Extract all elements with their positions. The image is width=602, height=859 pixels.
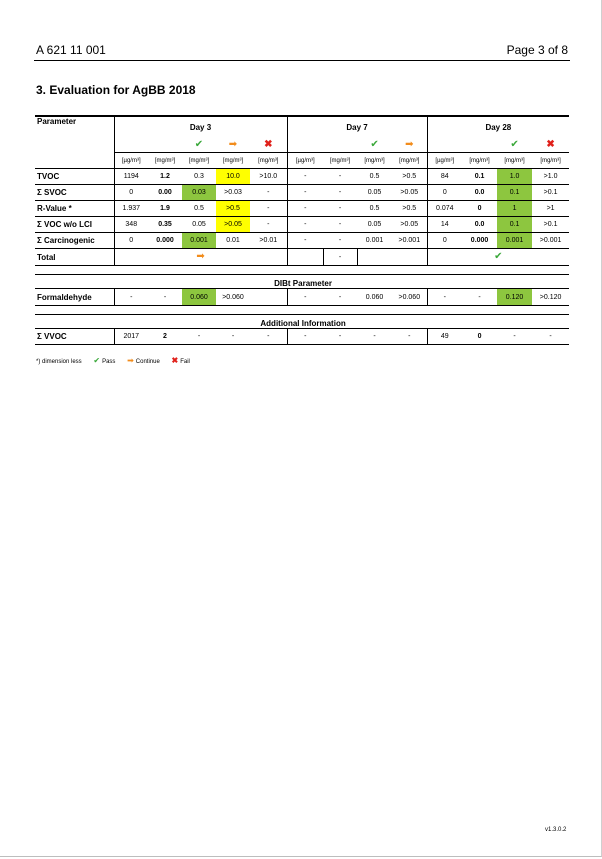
table-cell: 0 bbox=[462, 201, 497, 217]
table-cell: >0.060 bbox=[392, 289, 427, 306]
table-row bbox=[35, 329, 569, 345]
day7-header: Day 7 bbox=[287, 116, 427, 137]
day3-header: Day 3 bbox=[114, 116, 287, 137]
row-label: Σ VOC w/o LCI bbox=[35, 217, 114, 233]
table-cell: 0.5 bbox=[182, 201, 216, 217]
table-cell: - bbox=[250, 185, 287, 201]
table-cell: 0.1 bbox=[497, 217, 532, 233]
table-cell: 1194 bbox=[114, 169, 148, 185]
table-cell: - bbox=[497, 329, 532, 345]
arrow-right-icon: ➡ bbox=[228, 138, 238, 150]
page-header bbox=[36, 43, 568, 59]
table-cell: 84 bbox=[427, 169, 462, 185]
table-cell: - bbox=[287, 329, 323, 345]
table-cell: - bbox=[287, 201, 323, 217]
row-label: Σ Carcinogenic bbox=[35, 233, 114, 249]
row-label: TVOC bbox=[35, 169, 114, 185]
table-cell: 0.5 bbox=[357, 201, 392, 217]
table-cell: >0.01 bbox=[250, 233, 287, 249]
parameter-header: Parameter bbox=[35, 116, 114, 137]
table-cell: 0.05 bbox=[182, 217, 216, 233]
table-cell: 0.060 bbox=[357, 289, 392, 306]
table-cell: >0.120 bbox=[532, 289, 569, 306]
table-cell: - bbox=[323, 201, 357, 217]
table-cell: >0.05 bbox=[392, 217, 427, 233]
cross-icon: ✖ bbox=[264, 138, 273, 150]
table-cell: 0.03 bbox=[182, 185, 216, 201]
table-cell: 0 bbox=[114, 185, 148, 201]
table-cell: 348 bbox=[114, 217, 148, 233]
table-cell: - bbox=[427, 289, 462, 306]
table-cell: 0.35 bbox=[148, 217, 182, 233]
table-row bbox=[35, 169, 569, 185]
table-cell: - bbox=[287, 233, 323, 249]
cross-icon: ✖ bbox=[546, 138, 555, 150]
table-cell: 0.001 bbox=[182, 233, 216, 249]
table-cell: 0.001 bbox=[497, 233, 532, 249]
table-cell: 0.05 bbox=[357, 217, 392, 233]
page-number: Page 3 of 8 bbox=[506, 43, 568, 57]
table-cell: 0.074 bbox=[427, 201, 462, 217]
additional-header: Additional Information bbox=[35, 315, 569, 329]
table-cell: >0.1 bbox=[532, 217, 569, 233]
table-cell: - bbox=[323, 217, 357, 233]
table-cell: 1 bbox=[497, 201, 532, 217]
table-cell: - bbox=[287, 217, 323, 233]
table-cell: >0.03 bbox=[216, 185, 250, 201]
arrow-right-icon: ➡ bbox=[127, 356, 134, 365]
unit-label: [mg/m³] bbox=[357, 153, 392, 169]
table-cell: >10.0 bbox=[250, 169, 287, 185]
table-cell: - bbox=[462, 289, 497, 306]
table-cell: - bbox=[323, 169, 357, 185]
unit-label: [µg/m³] bbox=[114, 153, 148, 169]
table-cell: - bbox=[323, 249, 357, 266]
table-cell: 14 bbox=[427, 217, 462, 233]
table-cell: >0.1 bbox=[532, 185, 569, 201]
table-cell: >0.001 bbox=[532, 233, 569, 249]
table-cell: - bbox=[323, 233, 357, 249]
header-divider bbox=[34, 60, 570, 61]
table-cell: 0.3 bbox=[182, 169, 216, 185]
version-label: v1.3.0.2 bbox=[545, 827, 567, 833]
table-cell: - bbox=[532, 329, 569, 345]
evaluation-table bbox=[35, 115, 569, 345]
table-cell: 0 bbox=[427, 233, 462, 249]
table-cell: - bbox=[148, 289, 182, 306]
table-cell: >0.5 bbox=[392, 169, 427, 185]
table-cell: >0.05 bbox=[216, 217, 250, 233]
legend-fail: Fail bbox=[180, 359, 190, 365]
table-cell: 0.5 bbox=[357, 169, 392, 185]
unit-label: [µg/m³] bbox=[427, 153, 462, 169]
table-cell: - bbox=[250, 329, 287, 345]
table-cell: >1 bbox=[532, 201, 569, 217]
table-cell: 0.000 bbox=[148, 233, 182, 249]
total-row bbox=[35, 249, 569, 266]
row-label: Σ VVOC bbox=[35, 329, 114, 345]
legend-pass: Pass bbox=[102, 359, 116, 365]
table-cell: - bbox=[182, 329, 216, 345]
check-icon: ✔ bbox=[510, 138, 519, 150]
day28-header: Day 28 bbox=[427, 116, 569, 137]
table-cell: 0.1 bbox=[497, 185, 532, 201]
row-label: Formaldehyde bbox=[35, 289, 114, 306]
unit-label: [µg/m³] bbox=[287, 153, 323, 169]
table-cell: 0 bbox=[114, 233, 148, 249]
row-label: R-Value * bbox=[35, 201, 114, 217]
table-cell: 49 bbox=[427, 329, 462, 345]
row-label: Total bbox=[35, 249, 114, 266]
table-cell: - bbox=[323, 329, 357, 345]
table-cell: >1.0 bbox=[532, 169, 569, 185]
check-icon: ✔ bbox=[494, 251, 503, 262]
check-icon: ✔ bbox=[93, 356, 101, 365]
dibt-header: DIBt Parameter bbox=[35, 275, 569, 289]
table-cell: 2017 bbox=[114, 329, 148, 345]
table-cell: 0 bbox=[427, 185, 462, 201]
table-cell: - bbox=[357, 329, 392, 345]
table-cell: >0.5 bbox=[216, 201, 250, 217]
section-title: 3. Evaluation for AgBB 2018 bbox=[36, 83, 196, 97]
table-row bbox=[35, 233, 569, 249]
legend bbox=[36, 357, 200, 365]
table-cell: 0.001 bbox=[357, 233, 392, 249]
table-cell: - bbox=[216, 329, 250, 345]
table-cell: - bbox=[287, 185, 323, 201]
table-cell: - bbox=[250, 201, 287, 217]
table-row bbox=[35, 217, 569, 233]
table-cell: 0 bbox=[462, 329, 497, 345]
table-cell: - bbox=[287, 169, 323, 185]
check-icon: ✔ bbox=[370, 138, 379, 150]
table-cell: 0.060 bbox=[182, 289, 216, 306]
table-cell: - bbox=[250, 217, 287, 233]
document-id: A 621 11 001 bbox=[36, 43, 106, 57]
table-cell: 0.120 bbox=[497, 289, 532, 306]
table-cell: - bbox=[392, 329, 427, 345]
table-cell: 0.000 bbox=[462, 233, 497, 249]
table-row bbox=[35, 289, 569, 306]
table-row bbox=[35, 201, 569, 217]
arrow-right-icon: ➡ bbox=[405, 138, 414, 150]
unit-label: [mg/m³] bbox=[148, 153, 182, 169]
table-cell: 0.1 bbox=[462, 169, 497, 185]
table-cell: - bbox=[114, 289, 148, 306]
legend-dimensionless: *) dimension less bbox=[36, 359, 82, 365]
unit-label: [mg/m³] bbox=[532, 153, 569, 169]
unit-label: [mg/m³] bbox=[182, 153, 216, 169]
unit-label: [mg/m³] bbox=[497, 153, 532, 169]
unit-label: [mg/m³] bbox=[392, 153, 427, 169]
table-cell: 1.9 bbox=[148, 201, 182, 217]
table-cell: 0.00 bbox=[148, 185, 182, 201]
table-cell: 10.0 bbox=[216, 169, 250, 185]
check-icon: ✔ bbox=[194, 138, 204, 150]
table-cell: >0.05 bbox=[392, 185, 427, 201]
table-cell: - bbox=[323, 289, 357, 306]
table-cell: 0.01 bbox=[216, 233, 250, 249]
unit-label: [mg/m³] bbox=[323, 153, 357, 169]
arrow-right-icon: ➡ bbox=[196, 251, 205, 262]
table-cell: 0.05 bbox=[357, 185, 392, 201]
table-cell: >0.001 bbox=[392, 233, 427, 249]
table-cell: >0.5 bbox=[392, 201, 427, 217]
unit-label: [mg/m³] bbox=[462, 153, 497, 169]
table-cell: - bbox=[287, 289, 323, 306]
table-cell: >0.060 bbox=[216, 289, 250, 306]
row-label: Σ SVOC bbox=[35, 185, 114, 201]
table-cell: 1.0 bbox=[497, 169, 532, 185]
table-cell: 1.2 bbox=[148, 169, 182, 185]
table-row bbox=[35, 185, 569, 201]
table-cell: 1.937 bbox=[114, 201, 148, 217]
table-cell: 0.0 bbox=[462, 217, 497, 233]
cross-icon: ✖ bbox=[171, 356, 179, 365]
legend-continue: Continue bbox=[135, 359, 160, 365]
unit-label: [mg/m³] bbox=[216, 153, 250, 169]
table-cell: 2 bbox=[148, 329, 182, 345]
unit-label: [mg/m³] bbox=[250, 153, 287, 169]
table-cell: - bbox=[323, 185, 357, 201]
table-cell: 0.0 bbox=[462, 185, 497, 201]
